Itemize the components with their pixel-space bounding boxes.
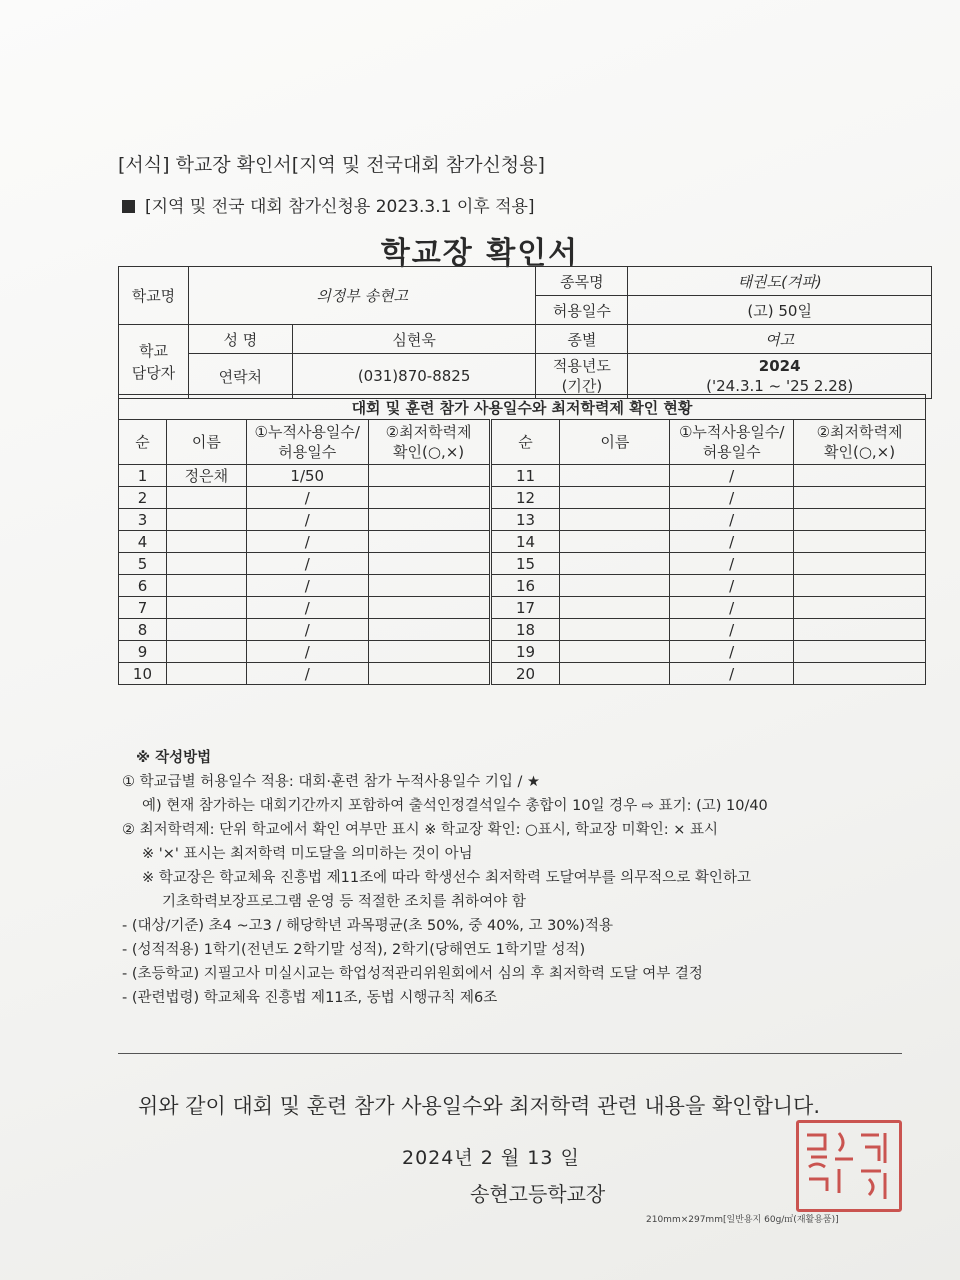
allowed-days-value: (고) 50일 [628, 296, 932, 325]
row-no: 5 [119, 553, 167, 575]
row-name [560, 553, 670, 575]
col-academic: ②최저학력제 확인(○,×) [794, 420, 926, 465]
row-academic [368, 487, 490, 509]
col-no: 순 [490, 420, 560, 465]
row-name [560, 619, 670, 641]
black-square-icon [122, 200, 135, 213]
row-days: / [246, 663, 368, 685]
row-name [560, 465, 670, 487]
table-row [119, 575, 926, 597]
row-academic [794, 509, 926, 531]
manager-label: 학교 담당자 [119, 325, 189, 399]
row-academic [368, 619, 490, 641]
year-cell [628, 354, 932, 399]
row-days: / [670, 663, 794, 685]
instruction-line: - (성적적용) 1학기(전년도 2학기말 성적), 2학기(당해연도 1학기말 성적) [122, 942, 586, 958]
confirmation-text: 위와 같이 대회 및 훈련 참가 사용일수와 최저학력 관련 내용을 확인합니다. [138, 1094, 821, 1118]
row-academic [794, 531, 926, 553]
row-no: 16 [490, 575, 560, 597]
col-academic: ②최저학력제 확인(○,×) [368, 420, 490, 465]
instruction-line: ※ '×' 표시는 최저학력 미도달을 의미하는 것이 아님 [142, 846, 473, 862]
row-name [166, 575, 246, 597]
col-days: ①누적사용일수/ 허용일수 [246, 420, 368, 465]
instructions [122, 746, 922, 1010]
contact-label: 연락처 [188, 354, 292, 399]
row-no: 2 [119, 487, 167, 509]
row-name [166, 641, 246, 663]
row-no: 14 [490, 531, 560, 553]
table-row [119, 509, 926, 531]
row-no: 18 [490, 619, 560, 641]
school-info-table [118, 266, 932, 399]
row-days: / [246, 597, 368, 619]
issue-date: 2024년 2 월 13 일 [402, 1147, 580, 1169]
row-academic [794, 619, 926, 641]
row-days: / [670, 575, 794, 597]
name-value: 심현욱 [292, 325, 536, 354]
seal-graphic [799, 1123, 899, 1209]
row-academic [368, 663, 490, 685]
row-name [560, 641, 670, 663]
row-days: / [246, 553, 368, 575]
row-name [166, 509, 246, 531]
row-academic [368, 575, 490, 597]
instruction-line: - (초등학교) 지필고사 미실시교는 학업성적관리위원회에서 심의 후 최저학력 도달 여부 결정 [122, 966, 703, 982]
category-label: 종별 [536, 325, 628, 354]
event-value: 태권도(겨파) [628, 267, 932, 296]
row-academic [368, 597, 490, 619]
row-name [166, 597, 246, 619]
row-no: 19 [490, 641, 560, 663]
row-days: / [670, 509, 794, 531]
row-no: 3 [119, 509, 167, 531]
row-academic [368, 509, 490, 531]
row-academic [368, 553, 490, 575]
row-days: / [670, 619, 794, 641]
subtitle-text: [지역 및 전국 대회 참가신청용 2023.3.1 이후 적용] [145, 197, 535, 217]
table-row [119, 487, 926, 509]
contact-value: (031)870-8825 [292, 354, 536, 399]
name-label: 성 명 [188, 325, 292, 354]
form-label: [서식] 학교장 확인서[지역 및 전국대회 참가신청용] [118, 154, 545, 176]
row-academic [368, 531, 490, 553]
row-days: / [670, 531, 794, 553]
instruction-line: ② 최저학력제: 단위 학교에서 확인 여부만 표시 ※ 학교장 확인: ○표시, 학교장 미확인: × 표시 [122, 822, 718, 838]
status-table [118, 394, 926, 685]
row-days: / [670, 553, 794, 575]
row-no: 9 [119, 641, 167, 663]
instruction-line: 기초학력보장프로그램 운영 등 적절한 조치를 취하여야 함 [162, 894, 526, 910]
table-row [119, 531, 926, 553]
row-no: 11 [490, 465, 560, 487]
instruction-line: 예) 현재 참가하는 대회기간까지 포함하여 출석인정결석일수 총합이 10일 경우 ⇨ 표기: (고) 10/40 [142, 798, 768, 814]
event-label: 종목명 [536, 267, 628, 296]
year-range: ('24.3.1 ~ '25 2.28) [706, 377, 854, 395]
instructions-heading: ※ 작성방법 [136, 750, 212, 766]
subtitle [122, 192, 535, 217]
row-days: / [246, 509, 368, 531]
table-row [119, 465, 926, 487]
row-days: / [246, 487, 368, 509]
row-name [166, 553, 246, 575]
row-name [560, 663, 670, 685]
row-days: / [246, 641, 368, 663]
row-name: 정은채 [166, 465, 246, 487]
row-no: 4 [119, 531, 167, 553]
row-no: 13 [490, 509, 560, 531]
row-no: 10 [119, 663, 167, 685]
instruction-line: ※ 학교장은 학교체육 진흥법 제11조에 따라 학생선수 최저학력 도달여부를 의무적으로 확인하고 [142, 870, 751, 886]
table-row [119, 619, 926, 641]
col-days: ①누적사용일수/ 허용일수 [670, 420, 794, 465]
row-no: 12 [490, 487, 560, 509]
paper-size-note: 210mm×297mm[일반용지 60g/㎡(재활용품)] [646, 1215, 839, 1225]
row-no: 17 [490, 597, 560, 619]
row-academic [794, 663, 926, 685]
row-days: / [670, 597, 794, 619]
row-name [166, 487, 246, 509]
col-no: 순 [119, 420, 167, 465]
row-academic [794, 575, 926, 597]
row-no: 1 [119, 465, 167, 487]
principal-name: 송현고등학교장 [470, 1182, 606, 1206]
page-title: 학교장 확인서 [380, 236, 580, 271]
category-value: 여고 [628, 325, 932, 354]
year-value: 2024 [758, 357, 801, 375]
row-name [560, 597, 670, 619]
row-days: / [670, 465, 794, 487]
official-seal-icon [796, 1120, 902, 1212]
row-name [560, 509, 670, 531]
instructions-lines [122, 770, 922, 1010]
row-name [166, 663, 246, 685]
row-name [560, 575, 670, 597]
row-name [166, 619, 246, 641]
row-name [560, 531, 670, 553]
school-value: 의정부 송현고 [188, 267, 536, 325]
row-academic [794, 465, 926, 487]
row-no: 8 [119, 619, 167, 641]
row-name [166, 531, 246, 553]
table-row [119, 553, 926, 575]
row-academic [794, 487, 926, 509]
school-label: 학교명 [119, 267, 189, 325]
allowed-days-label: 허용일수 [536, 296, 628, 325]
row-academic [794, 597, 926, 619]
instruction-line: - (대상/기준) 초4 ~고3 / 해당학년 과목평균(초 50%, 중 40%, 고 30%)적용 [122, 918, 613, 934]
col-name: 이름 [560, 420, 670, 465]
row-days: / [246, 575, 368, 597]
divider [118, 1053, 902, 1054]
row-academic [794, 641, 926, 663]
row-days: / [670, 641, 794, 663]
row-no: 20 [490, 663, 560, 685]
row-days: 1/50 [246, 465, 368, 487]
row-days: / [246, 619, 368, 641]
row-days: / [246, 531, 368, 553]
table-row [119, 597, 926, 619]
status-caption: 대회 및 훈련 참가 사용일수와 최저학력제 확인 현황 [119, 395, 926, 420]
table-row [119, 663, 926, 685]
table-row [119, 641, 926, 663]
row-academic [368, 641, 490, 663]
row-name [560, 487, 670, 509]
row-days: / [670, 487, 794, 509]
row-no: 7 [119, 597, 167, 619]
instruction-line: - (관련법령) 학교체육 진흥법 제11조, 동법 시행규칙 제6조 [122, 990, 498, 1006]
row-no: 15 [490, 553, 560, 575]
instruction-line: ① 학교급별 허용일수 적용: 대회·훈련 참가 누적사용일수 기입 / ★ [122, 774, 541, 790]
year-label: 적용년도 (기간) [536, 354, 628, 399]
col-name: 이름 [166, 420, 246, 465]
row-academic [794, 553, 926, 575]
row-no: 6 [119, 575, 167, 597]
row-academic [368, 465, 490, 487]
